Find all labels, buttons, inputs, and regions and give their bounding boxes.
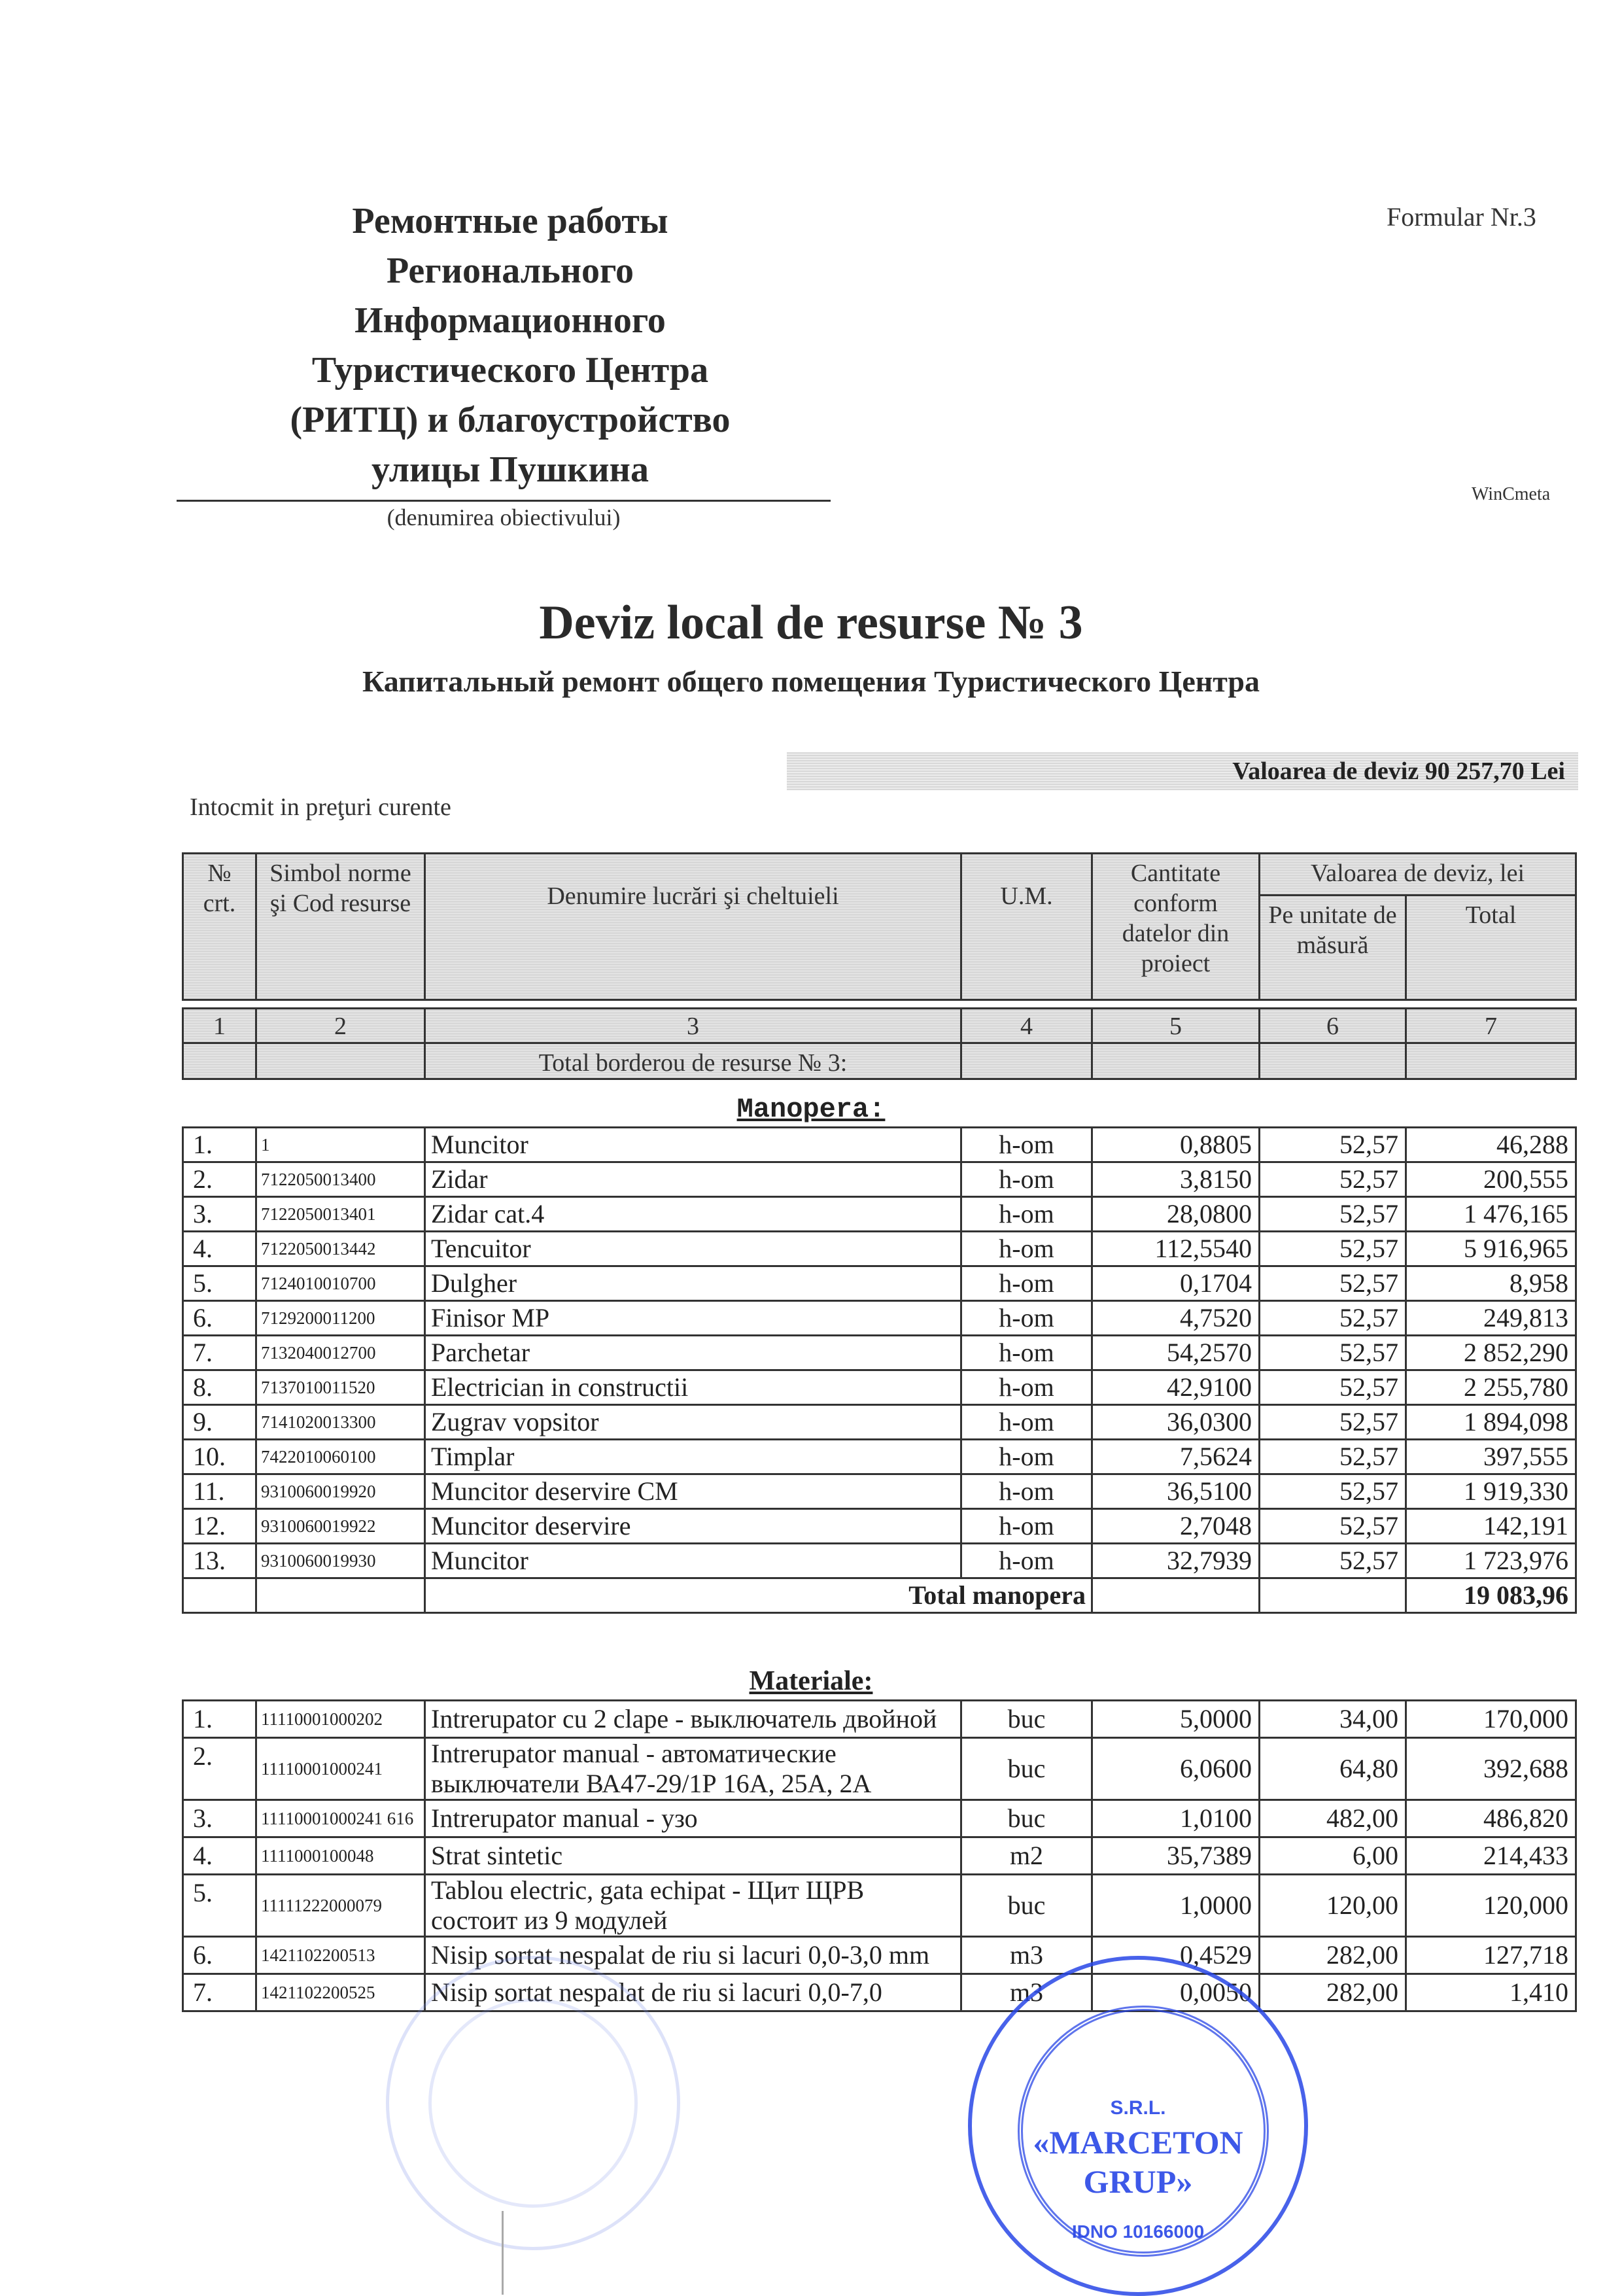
resource-code: 11111222000079 — [256, 1875, 425, 1937]
table-row — [183, 1800, 1576, 1837]
unit-price: 282,00 — [1260, 1937, 1406, 1974]
resource-code: 1421102200513 — [256, 1937, 425, 1974]
resource-name: Nisip sortat nespalat de riu si lacuri 0,0-3,0 mm — [425, 1937, 961, 1974]
total-manopera-value: 19 083,96 — [1406, 1578, 1576, 1613]
unit-price: 34,00 — [1260, 1701, 1406, 1738]
quantity: 0,8805 — [1092, 1128, 1260, 1162]
resource-code: 7124010010700 — [256, 1266, 425, 1301]
unit-of-measure: h-om — [961, 1128, 1092, 1162]
table-row — [183, 1336, 1576, 1370]
resource-name: Muncitor deservire — [425, 1509, 961, 1544]
table-row — [183, 1474, 1576, 1509]
object-caption: (denumirea obiectivului) — [387, 504, 621, 531]
unit-price: 120,00 — [1260, 1875, 1406, 1937]
row-total: 2 852,290 — [1406, 1336, 1576, 1370]
resource-name: Muncitor deservire CM — [425, 1474, 961, 1509]
resource-code: 9310060019930 — [256, 1544, 425, 1578]
object-title-line: Ремонтные работы — [352, 201, 668, 241]
row-number: 11. — [183, 1474, 256, 1509]
document-title: Deviz local de resurse № 3 — [539, 596, 1083, 650]
quantity: 32,7939 — [1092, 1544, 1260, 1578]
row-number: 2. — [183, 1738, 256, 1800]
row-total: 142,191 — [1406, 1509, 1576, 1544]
quantity: 6,0600 — [1092, 1738, 1260, 1800]
row-total: 170,000 — [1406, 1701, 1576, 1738]
faint-stamp-imprint — [386, 1956, 680, 2250]
resource-name: Intrerupator manual - узо — [425, 1800, 961, 1837]
software-label: WinCmeta — [1472, 484, 1551, 504]
table-row — [183, 1701, 1576, 1738]
quantity: 4,7520 — [1092, 1301, 1260, 1336]
header-unit-price: Pe unitate de măsură — [1260, 896, 1406, 1000]
row-number: 7. — [183, 1336, 256, 1370]
unit-of-measure: m3 — [961, 1937, 1092, 1974]
manopera-total-row — [183, 1578, 1576, 1613]
unit-of-measure: h-om — [961, 1162, 1092, 1197]
resource-name: Tablou electric, gata echipat - Щит ЩРВ состоит из 9 модулей — [425, 1875, 961, 1937]
unit-of-measure: buc — [961, 1875, 1092, 1937]
resource-name: Zugrav vopsitor — [425, 1405, 961, 1440]
unit-price: 52,57 — [1260, 1266, 1406, 1301]
quantity: 1,0000 — [1092, 1875, 1260, 1937]
resource-name: Dulgher — [425, 1266, 961, 1301]
table-header — [182, 852, 1577, 1080]
row-total: 5 916,965 — [1406, 1232, 1576, 1266]
resource-code: 7132040012700 — [256, 1336, 425, 1370]
table-row — [183, 1544, 1576, 1578]
quantity: 0,4529 — [1092, 1937, 1260, 1974]
object-title-line: улицы Пушкина — [371, 449, 649, 490]
resource-name: Electrician in constructii — [425, 1370, 961, 1405]
table-row — [183, 1875, 1576, 1937]
object-title-line: Туристического Центра — [311, 350, 709, 391]
row-number: 9. — [183, 1405, 256, 1440]
resource-name: Muncitor — [425, 1128, 961, 1162]
quantity: 2,7048 — [1092, 1509, 1260, 1544]
table-row — [183, 1509, 1576, 1544]
object-title-line: Информационного — [354, 300, 666, 341]
unit-price: 52,57 — [1260, 1301, 1406, 1336]
quantity: 28,0800 — [1092, 1197, 1260, 1232]
unit-of-measure: h-om — [961, 1370, 1092, 1405]
col-number: 1 — [183, 1009, 256, 1043]
table-row — [183, 1301, 1576, 1336]
resource-name: Timplar — [425, 1440, 961, 1474]
object-title-line: Регионального — [386, 251, 634, 291]
row-number: 10. — [183, 1440, 256, 1474]
resource-code: 9310060019922 — [256, 1509, 425, 1544]
resource-code: 7422010060100 — [256, 1440, 425, 1474]
row-total: 1 476,165 — [1406, 1197, 1576, 1232]
row-number: 6. — [183, 1301, 256, 1336]
object-title — [170, 196, 850, 495]
resource-name: Tencuitor — [425, 1232, 961, 1266]
object-title-line: (РИТЦ) и благоустройство — [290, 400, 731, 440]
empty-cell — [1092, 1578, 1260, 1613]
quantity: 54,2570 — [1092, 1336, 1260, 1370]
unit-of-measure: h-om — [961, 1301, 1092, 1336]
row-total: 392,688 — [1406, 1738, 1576, 1800]
unit-price: 52,57 — [1260, 1197, 1406, 1232]
resource-code: 7137010011520 — [256, 1370, 425, 1405]
row-total: 2 255,780 — [1406, 1370, 1576, 1405]
empty-cell — [256, 1578, 425, 1613]
unit-price: 52,57 — [1260, 1128, 1406, 1162]
unit-price: 52,57 — [1260, 1370, 1406, 1405]
table-row — [183, 1405, 1576, 1440]
unit-of-measure: buc — [961, 1800, 1092, 1837]
header-nr: № crt. — [183, 854, 256, 1000]
unit-of-measure: h-om — [961, 1440, 1092, 1474]
row-total: 397,555 — [1406, 1440, 1576, 1474]
row-number: 4. — [183, 1232, 256, 1266]
row-total: 1 894,098 — [1406, 1405, 1576, 1440]
stamp-idno: IDNO 10166000 — [1071, 2221, 1205, 2242]
empty-cell — [1260, 1578, 1406, 1613]
stamp-company-line1: «MARCETON — [1033, 2124, 1243, 2161]
row-number: 7. — [183, 1974, 256, 2011]
empty-cell — [961, 1043, 1092, 1079]
resource-name: Zidar — [425, 1162, 961, 1197]
row-total: 486,820 — [1406, 1800, 1576, 1837]
header-code: Simbol norme şi Cod resurse — [256, 854, 425, 1000]
pen-mark — [502, 2211, 504, 2295]
col-number: 4 — [961, 1009, 1092, 1043]
row-number: 6. — [183, 1937, 256, 1974]
empty-cell — [183, 1578, 256, 1613]
row-number: 4. — [183, 1837, 256, 1875]
company-stamp — [968, 1956, 1308, 2296]
table-row — [183, 1266, 1576, 1301]
row-total: 127,718 — [1406, 1937, 1576, 1974]
resource-name: Nisip sortat nespalat de riu si lacuri 0,0-7,0 — [425, 1974, 961, 2011]
resource-code: 7122050013401 — [256, 1197, 425, 1232]
unit-price: 52,57 — [1260, 1544, 1406, 1578]
quantity: 7,5624 — [1092, 1440, 1260, 1474]
unit-price: 52,57 — [1260, 1336, 1406, 1370]
resource-name: Finisor MP — [425, 1301, 961, 1336]
unit-of-measure: h-om — [961, 1544, 1092, 1578]
unit-price: 482,00 — [1260, 1800, 1406, 1837]
title-underline — [177, 500, 831, 502]
row-number: 1. — [183, 1128, 256, 1162]
unit-price: 52,57 — [1260, 1474, 1406, 1509]
resource-name: Parchetar — [425, 1336, 961, 1370]
row-total: 200,555 — [1406, 1162, 1576, 1197]
prices-note: Intocmit in preţuri curente — [190, 793, 451, 821]
estimate-value: Valoarea de deviz 90 257,70 Lei — [787, 752, 1578, 790]
table-row — [183, 1738, 1576, 1800]
unit-price: 52,57 — [1260, 1440, 1406, 1474]
resource-code: 11110001000202 — [256, 1701, 425, 1738]
document-subtitle: Капитальный ремонт общего помещения Туристического Центра — [362, 665, 1260, 698]
row-total: 214,433 — [1406, 1837, 1576, 1875]
row-number: 5. — [183, 1875, 256, 1937]
section-title-materiale: Materiale: — [749, 1666, 873, 1696]
resource-code: 7141020013300 — [256, 1405, 425, 1440]
table-row — [183, 1162, 1576, 1197]
stamp-company-line2: GRUP» — [1083, 2163, 1193, 2200]
unit-price: 282,00 — [1260, 1974, 1406, 2011]
resource-name: Zidar cat.4 — [425, 1197, 961, 1232]
empty-cell — [1092, 1043, 1260, 1079]
quantity: 112,5540 — [1092, 1232, 1260, 1266]
row-number: 12. — [183, 1509, 256, 1544]
form-number: Formular Nr.3 — [1387, 202, 1536, 232]
resource-code: 1421102200525 — [256, 1974, 425, 2011]
unit-of-measure: h-om — [961, 1232, 1092, 1266]
quantity: 36,5100 — [1092, 1474, 1260, 1509]
row-total: 1 723,976 — [1406, 1544, 1576, 1578]
resource-code: 11110001000241 — [256, 1738, 425, 1800]
table-row — [183, 1937, 1576, 1974]
row-total: 120,000 — [1406, 1875, 1576, 1937]
row-total: 46,288 — [1406, 1128, 1576, 1162]
quantity: 0,1704 — [1092, 1266, 1260, 1301]
col-number: 7 — [1406, 1009, 1576, 1043]
empty-cell — [1406, 1043, 1576, 1079]
table-row — [183, 1197, 1576, 1232]
row-total: 1,410 — [1406, 1974, 1576, 2011]
row-number: 5. — [183, 1266, 256, 1301]
resource-code: 1111000100048 — [256, 1837, 425, 1875]
stamp-srl: S.R.L. — [1110, 2097, 1166, 2119]
quantity: 0,0050 — [1092, 1974, 1260, 2011]
unit-price: 52,57 — [1260, 1162, 1406, 1197]
quantity: 36,0300 — [1092, 1405, 1260, 1440]
quantity: 1,0100 — [1092, 1800, 1260, 1837]
total-borderou-label: Total borderou de resurse № 3: — [425, 1043, 961, 1079]
unit-of-measure: buc — [961, 1738, 1092, 1800]
row-total: 249,813 — [1406, 1301, 1576, 1336]
unit-price: 6,00 — [1260, 1837, 1406, 1875]
total-manopera-label: Total manopera — [425, 1578, 1092, 1613]
table-row — [183, 1440, 1576, 1474]
resource-name: Muncitor — [425, 1544, 961, 1578]
resource-name: Strat sintetic — [425, 1837, 961, 1875]
resource-code: 9310060019920 — [256, 1474, 425, 1509]
header-um: U.M. — [961, 854, 1092, 1000]
resource-name: Intrerupator manual - автоматические выключатели ВА47-29/1Р 16А, 25А, 2А — [425, 1738, 961, 1800]
row-number: 3. — [183, 1800, 256, 1837]
header-value-group: Valoarea de deviz, lei — [1260, 854, 1576, 896]
unit-of-measure: m3 — [961, 1974, 1092, 2011]
unit-of-measure: h-om — [961, 1197, 1092, 1232]
unit-price: 52,57 — [1260, 1232, 1406, 1266]
unit-price: 52,57 — [1260, 1405, 1406, 1440]
col-number: 2 — [256, 1009, 425, 1043]
resource-code: 7122050013400 — [256, 1162, 425, 1197]
header-total: Total — [1406, 896, 1576, 1000]
manopera-table — [182, 1126, 1577, 1614]
row-number: 8. — [183, 1370, 256, 1405]
unit-price: 64,80 — [1260, 1738, 1406, 1800]
col-number: 3 — [425, 1009, 961, 1043]
quantity: 42,9100 — [1092, 1370, 1260, 1405]
resource-name: Intrerupator cu 2 clape - выключатель двойной — [425, 1701, 961, 1738]
col-number: 6 — [1260, 1009, 1406, 1043]
empty-cell — [256, 1043, 425, 1079]
unit-of-measure: m2 — [961, 1837, 1092, 1875]
table-row — [183, 1837, 1576, 1875]
unit-of-measure: h-om — [961, 1474, 1092, 1509]
row-number: 13. — [183, 1544, 256, 1578]
row-total: 8,958 — [1406, 1266, 1576, 1301]
unit-price: 52,57 — [1260, 1509, 1406, 1544]
section-title-manopera: Manopera: — [736, 1094, 886, 1125]
header-qty: Cantitate conform datelor din proiect — [1092, 854, 1260, 1000]
unit-of-measure: h-om — [961, 1405, 1092, 1440]
row-total: 1 919,330 — [1406, 1474, 1576, 1509]
col-number: 5 — [1092, 1009, 1260, 1043]
unit-of-measure: h-om — [961, 1336, 1092, 1370]
quantity: 35,7389 — [1092, 1837, 1260, 1875]
empty-cell — [1260, 1043, 1406, 1079]
materiale-table — [182, 1699, 1577, 2012]
row-number: 3. — [183, 1197, 256, 1232]
table-row — [183, 1370, 1576, 1405]
resource-code: 7122050013442 — [256, 1232, 425, 1266]
empty-cell — [183, 1043, 256, 1079]
resource-code: 11110001000241 616 — [256, 1800, 425, 1837]
table-row — [183, 1974, 1576, 2011]
header-name: Denumire lucrări şi cheltuieli — [425, 854, 961, 1000]
row-number: 2. — [183, 1162, 256, 1197]
unit-of-measure: buc — [961, 1701, 1092, 1738]
table-row — [183, 1128, 1576, 1162]
quantity: 5,0000 — [1092, 1701, 1260, 1738]
table-row — [183, 1232, 1576, 1266]
row-number: 1. — [183, 1701, 256, 1738]
quantity: 3,8150 — [1092, 1162, 1260, 1197]
resource-code: 1 — [256, 1128, 425, 1162]
unit-of-measure: h-om — [961, 1266, 1092, 1301]
unit-of-measure: h-om — [961, 1509, 1092, 1544]
resource-code: 7129200011200 — [256, 1301, 425, 1336]
